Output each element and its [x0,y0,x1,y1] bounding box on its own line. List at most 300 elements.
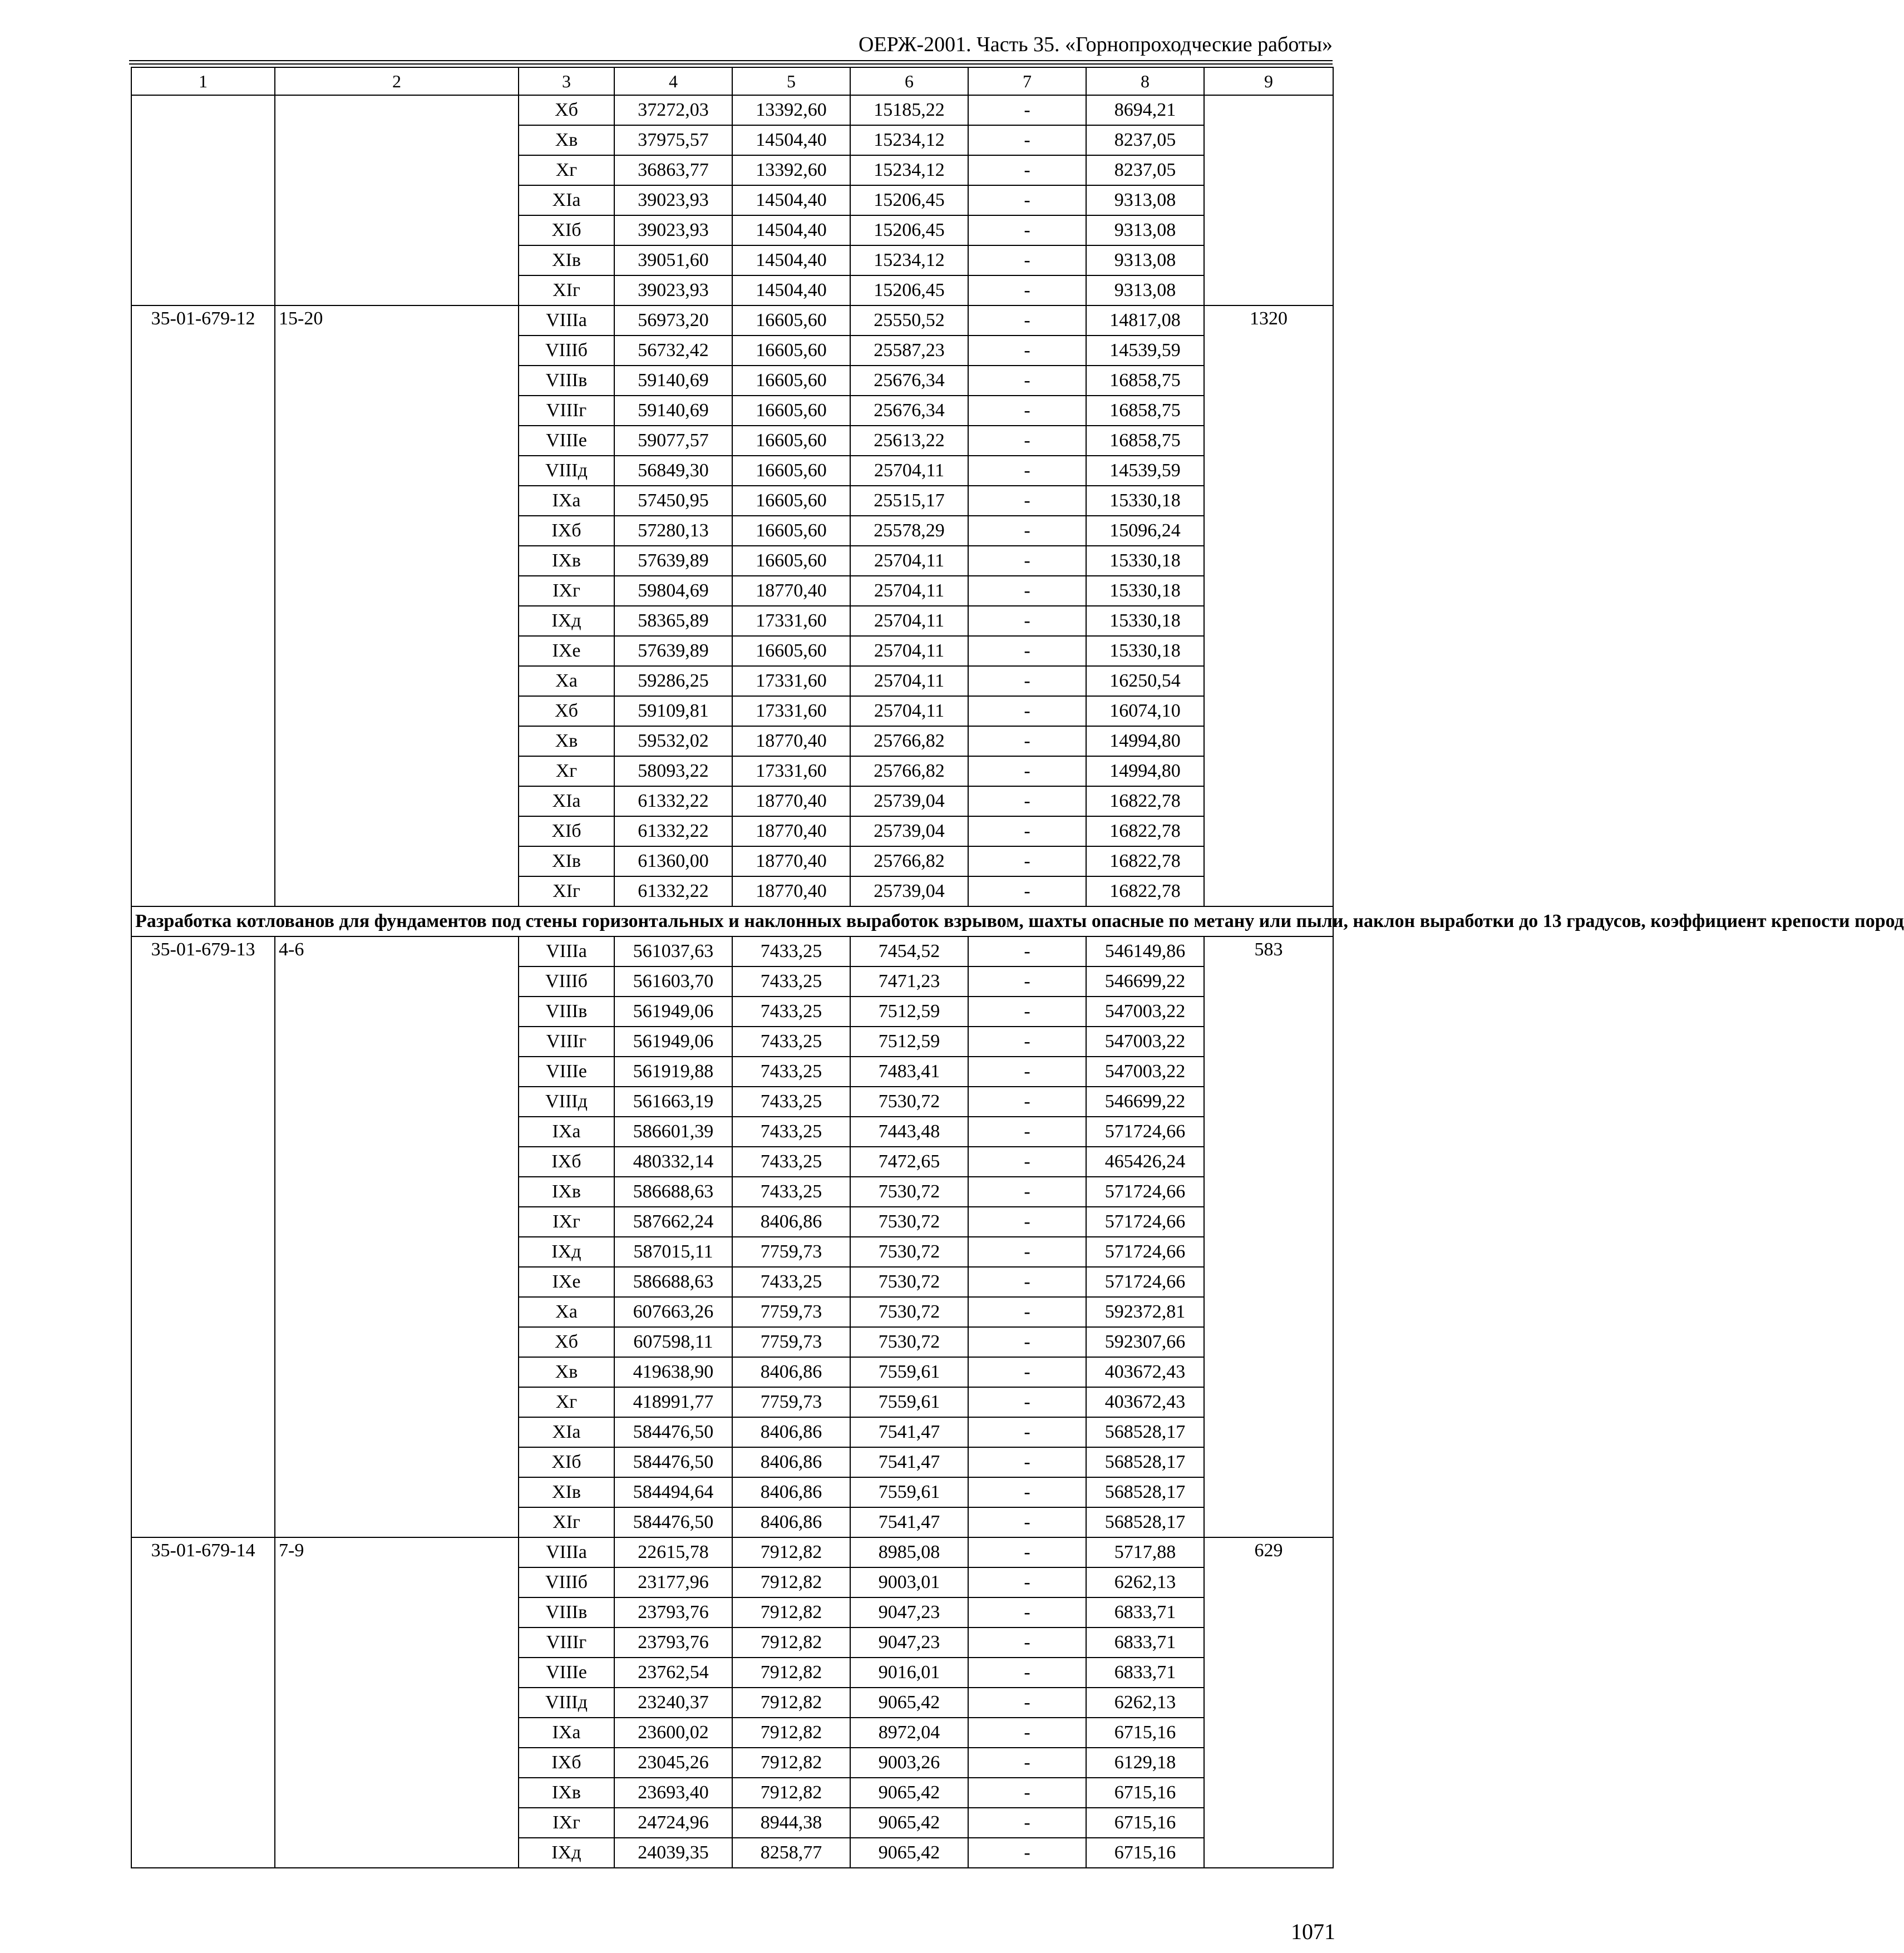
value-cell: 9313,08 [1086,185,1204,215]
value-cell: - [968,1658,1086,1688]
value-cell: 56849,30 [614,456,732,486]
value-cell: 59804,69 [614,576,732,606]
value-cell: 57280,13 [614,516,732,546]
value-cell: 25515,17 [850,486,968,516]
zone-cell: IXа [519,486,614,516]
value-cell: 546699,22 [1086,966,1204,997]
zone-cell: Xв [519,726,614,756]
value-cell: - [968,1537,1086,1567]
column-number-cell: 6 [850,67,968,95]
rock-category-cell [275,95,519,305]
value-cell: 7541,47 [850,1417,968,1447]
value-cell: 25704,11 [850,576,968,606]
column-number-row [131,67,1333,95]
rate-code-cell: 35-01-679-14 [131,1537,275,1868]
value-cell: - [968,1808,1086,1838]
value-cell: 587662,24 [614,1207,732,1237]
rates-table [131,67,1904,1868]
value-cell: - [968,275,1086,305]
value-cell: 584476,50 [614,1417,732,1447]
value-cell: - [968,1327,1086,1357]
value-cell: 5717,88 [1086,1537,1204,1567]
value-cell: 561037,63 [614,936,732,966]
value-cell: 15096,24 [1086,516,1204,546]
value-cell: 59286,25 [614,666,732,696]
rock-category-cell: 4-6 [275,936,519,1537]
value-cell: 7483,41 [850,1057,968,1087]
value-cell: 403672,43 [1086,1387,1204,1417]
zone-cell: XIб [519,816,614,846]
value-cell: - [968,1778,1086,1808]
value-cell: 13392,60 [732,95,850,125]
value-cell: 25704,11 [850,696,968,726]
value-cell: - [968,125,1086,155]
value-cell: 16858,75 [1086,396,1204,426]
zone-cell: XIа [519,786,614,816]
value-cell: 7471,23 [850,966,968,997]
value-cell: 568528,17 [1086,1477,1204,1507]
value-cell: 57450,95 [614,486,732,516]
zone-cell: Xв [519,125,614,155]
value-cell: - [968,696,1086,726]
value-cell: - [968,426,1086,456]
value-cell: 7759,73 [732,1297,850,1327]
value-cell: - [968,1117,1086,1147]
value-cell: 9065,42 [850,1778,968,1808]
value-cell: 59140,69 [614,366,732,396]
value-cell: - [968,1567,1086,1597]
value-cell: 23177,96 [614,1567,732,1597]
section-heading: Разработка котлованов для фундаментов под стены горизонтальных и наклонных выработок взрывом, шахты опасные по метану или пыли, наклон выработки до 13 градусов, коэффициент крепости пород [131,906,1333,936]
value-cell: 18770,40 [732,576,850,606]
zone-cell: VIIIд [519,1087,614,1117]
value-cell: 14994,80 [1086,756,1204,786]
value-cell: 57639,89 [614,546,732,576]
value-cell: 25766,82 [850,756,968,786]
value-cell: 8406,86 [732,1417,850,1447]
zone-cell: VIIIб [519,966,614,997]
zone-cell: VIIIд [519,456,614,486]
value-cell: 419638,90 [614,1357,732,1387]
value-cell: 561663,19 [614,1087,732,1117]
value-cell: 14504,40 [732,125,850,155]
value-cell: 7433,25 [732,966,850,997]
value-cell: 59532,02 [614,726,732,756]
zone-cell: XIг [519,275,614,305]
value-cell: 7530,72 [850,1207,968,1237]
value-cell: 25739,04 [850,816,968,846]
value-cell: 25766,82 [850,846,968,876]
zone-cell: Xг [519,1387,614,1417]
zone-cell: Xа [519,666,614,696]
value-cell: - [968,1417,1086,1447]
value-cell: 58365,89 [614,606,732,636]
value-cell: - [968,95,1086,125]
value-cell: 9313,08 [1086,215,1204,245]
value-cell: 8406,86 [732,1477,850,1507]
rock-category-cell: 7-9 [275,1537,519,1868]
value-cell: 16074,10 [1086,696,1204,726]
value-cell: 7559,61 [850,1477,968,1507]
value-cell: 7912,82 [732,1567,850,1597]
value-cell: 561919,88 [614,1057,732,1087]
value-cell: 7433,25 [732,1117,850,1147]
value-cell: 25766,82 [850,726,968,756]
value-cell: 25739,04 [850,786,968,816]
value-cell: - [968,1177,1086,1207]
value-cell: - [968,185,1086,215]
value-cell: - [968,1207,1086,1237]
value-cell: 8985,08 [850,1537,968,1567]
column-number-cell: 3 [519,67,614,95]
value-cell: 7443,48 [850,1117,968,1147]
value-cell: 592372,81 [1086,1297,1204,1327]
value-cell: - [968,936,1086,966]
header-rule-second [129,63,1333,65]
column-number-cell: 1 [131,67,275,95]
value-cell: - [968,846,1086,876]
value-cell: 16250,54 [1086,666,1204,696]
zone-cell: XIв [519,1477,614,1507]
value-cell: 23762,54 [614,1658,732,1688]
value-cell: 8237,05 [1086,155,1204,185]
value-cell: - [968,305,1086,336]
value-cell: 6715,16 [1086,1838,1204,1868]
value-cell: 8972,04 [850,1718,968,1748]
value-cell: 7512,59 [850,1027,968,1057]
value-cell: 7912,82 [732,1688,850,1718]
value-cell: 25704,11 [850,456,968,486]
value-cell: 16605,60 [732,546,850,576]
rate-code-cell: 35-01-679-12 [131,305,275,906]
value-cell: 7559,61 [850,1357,968,1387]
value-cell: - [968,1027,1086,1057]
value-cell: - [968,786,1086,816]
value-cell: 25613,22 [850,426,968,456]
value-cell: 14817,08 [1086,305,1204,336]
value-cell: 587015,11 [614,1237,732,1267]
value-cell: 57639,89 [614,636,732,666]
value-cell: 9003,01 [850,1567,968,1597]
value-cell: 61332,22 [614,786,732,816]
labor-cost-cell: 629 [1204,1537,1333,1868]
value-cell: 9065,42 [850,1688,968,1718]
value-cell: 18770,40 [732,846,850,876]
value-cell: - [968,576,1086,606]
value-cell: 8406,86 [732,1207,850,1237]
value-cell: 586601,39 [614,1117,732,1147]
value-cell: 8406,86 [732,1357,850,1387]
value-cell: 16858,75 [1086,366,1204,396]
value-cell: 568528,17 [1086,1417,1204,1447]
value-cell: 547003,22 [1086,1057,1204,1087]
value-cell: - [968,1297,1086,1327]
value-cell: 39051,60 [614,245,732,275]
value-cell: 7530,72 [850,1177,968,1207]
value-cell: 571724,66 [1086,1117,1204,1147]
zone-cell: IXе [519,1267,614,1297]
value-cell: 6262,13 [1086,1567,1204,1597]
labor-cost-cell: 1320 [1204,305,1333,906]
value-cell: 56732,42 [614,336,732,366]
value-cell: 7912,82 [732,1597,850,1628]
value-cell: - [968,396,1086,426]
value-cell: 418991,77 [614,1387,732,1417]
value-cell: - [968,245,1086,275]
zone-cell: XIв [519,846,614,876]
zone-cell: IXб [519,1147,614,1177]
value-cell: 25704,11 [850,546,968,576]
value-cell: - [968,516,1086,546]
value-cell: 6262,13 [1086,1688,1204,1718]
value-cell: 7541,47 [850,1447,968,1477]
header-rule [129,60,1333,61]
value-cell: - [968,726,1086,756]
value-cell: 17331,60 [732,606,850,636]
zone-cell: VIIIг [519,1628,614,1658]
zone-cell: XIг [519,1507,614,1537]
rate-code-cell: 35-01-679-13 [131,936,275,1537]
value-cell: 7759,73 [732,1387,850,1417]
value-cell: 39023,93 [614,275,732,305]
value-cell: 17331,60 [732,696,850,726]
value-cell: - [968,1147,1086,1177]
value-cell: - [968,1237,1086,1267]
zone-cell: IXг [519,576,614,606]
value-cell: 568528,17 [1086,1507,1204,1537]
value-cell: 39023,93 [614,215,732,245]
zone-cell: IXв [519,546,614,576]
value-cell: - [968,997,1086,1027]
value-cell: 7512,59 [850,997,968,1027]
value-cell: 7454,52 [850,936,968,966]
value-cell: 9313,08 [1086,245,1204,275]
value-cell: 571724,66 [1086,1177,1204,1207]
value-cell: 6715,16 [1086,1808,1204,1838]
value-cell: - [968,1628,1086,1658]
value-cell: 16605,60 [732,456,850,486]
column-number-cell: 4 [614,67,732,95]
zone-cell: IXа [519,1117,614,1147]
value-cell: 7530,72 [850,1267,968,1297]
value-cell: 6833,71 [1086,1628,1204,1658]
value-cell: 25578,29 [850,516,968,546]
value-cell: 561949,06 [614,1027,732,1057]
value-cell: - [968,876,1086,906]
value-cell: 571724,66 [1086,1207,1204,1237]
value-cell: 14504,40 [732,275,850,305]
value-cell: 14504,40 [732,215,850,245]
column-number-cell: 5 [732,67,850,95]
zone-cell: IXг [519,1207,614,1237]
value-cell: - [968,636,1086,666]
value-cell: 9047,23 [850,1628,968,1658]
value-cell: - [968,666,1086,696]
value-cell: 25739,04 [850,876,968,906]
value-cell: - [968,1357,1086,1387]
zone-cell: IXб [519,516,614,546]
value-cell: 18770,40 [732,816,850,846]
value-cell: 13392,60 [732,155,850,185]
value-cell: 17331,60 [732,666,850,696]
table-row [131,305,1333,336]
value-cell: 16605,60 [732,366,850,396]
value-cell: 16822,78 [1086,816,1204,846]
value-cell: - [968,606,1086,636]
zone-cell: IXв [519,1177,614,1207]
value-cell: 17331,60 [732,756,850,786]
value-cell: 480332,14 [614,1147,732,1177]
value-cell: 547003,22 [1086,1027,1204,1057]
zone-cell: XIг [519,876,614,906]
zone-cell: VIIIв [519,997,614,1027]
value-cell: 8694,21 [1086,95,1204,125]
value-cell: 15330,18 [1086,606,1204,636]
value-cell: 592307,66 [1086,1327,1204,1357]
value-cell: 6833,71 [1086,1658,1204,1688]
zone-cell: VIIIа [519,936,614,966]
value-cell: 9313,08 [1086,275,1204,305]
value-cell: - [968,1838,1086,1868]
value-cell: 16605,60 [732,336,850,366]
value-cell: 23600,02 [614,1718,732,1748]
value-cell: 39023,93 [614,185,732,215]
value-cell: - [968,366,1086,396]
value-cell: - [968,155,1086,185]
zone-cell: VIIIа [519,1537,614,1567]
value-cell: 16605,60 [732,426,850,456]
value-cell: 8944,38 [732,1808,850,1838]
value-cell: 61332,22 [614,876,732,906]
value-cell: 7433,25 [732,997,850,1027]
table-row [131,1537,1333,1567]
value-cell: 547003,22 [1086,997,1204,1027]
value-cell: 7912,82 [732,1718,850,1748]
value-cell: 7530,72 [850,1327,968,1357]
value-cell: 7433,25 [732,1087,850,1117]
value-cell: 9065,42 [850,1808,968,1838]
value-cell: 37272,03 [614,95,732,125]
value-cell: 56973,20 [614,305,732,336]
value-cell: 36863,77 [614,155,732,185]
value-cell: 584476,50 [614,1507,732,1537]
value-cell: 61360,00 [614,846,732,876]
value-cell: 7433,25 [732,1267,850,1297]
value-cell: 25704,11 [850,636,968,666]
value-cell: 14994,80 [1086,726,1204,756]
zone-cell: XIв [519,245,614,275]
zone-cell: IXд [519,606,614,636]
value-cell: - [968,1057,1086,1087]
value-cell: 37975,57 [614,125,732,155]
value-cell: 23793,76 [614,1597,732,1628]
value-cell: 14539,59 [1086,456,1204,486]
zone-cell: VIIIб [519,1567,614,1597]
zone-cell: XIа [519,185,614,215]
zone-cell: Xа [519,1297,614,1327]
value-cell: 584476,50 [614,1447,732,1477]
value-cell: 15206,45 [850,185,968,215]
value-cell: - [968,456,1086,486]
value-cell: 23240,37 [614,1688,732,1718]
value-cell: 6129,18 [1086,1748,1204,1778]
zone-cell: VIIIе [519,1057,614,1087]
value-cell: 8237,05 [1086,125,1204,155]
column-number-cell: 8 [1086,67,1204,95]
value-cell: 8258,77 [732,1838,850,1868]
labor-cost-cell [1204,95,1333,305]
value-cell: 16822,78 [1086,786,1204,816]
value-cell: 561603,70 [614,966,732,997]
value-cell: 6715,16 [1086,1778,1204,1808]
zone-cell: IXе [519,636,614,666]
value-cell: 568528,17 [1086,1447,1204,1477]
value-cell: 7912,82 [732,1658,850,1688]
value-cell: 16605,60 [732,396,850,426]
value-cell: 465426,24 [1086,1147,1204,1177]
value-cell: 24724,96 [614,1808,732,1838]
zone-cell: Xг [519,155,614,185]
value-cell: - [968,816,1086,846]
value-cell: 7759,73 [732,1327,850,1357]
value-cell: 22615,78 [614,1537,732,1567]
zone-cell: Xб [519,696,614,726]
value-cell: 18770,40 [732,876,850,906]
value-cell: 15234,12 [850,155,968,185]
value-cell: 25676,34 [850,366,968,396]
value-cell: 546699,22 [1086,1087,1204,1117]
value-cell: 7433,25 [732,1057,850,1087]
value-cell: - [968,1718,1086,1748]
value-cell: 59077,57 [614,426,732,456]
zone-cell: VIIIе [519,426,614,456]
value-cell: - [968,1748,1086,1778]
value-cell: 16605,60 [732,636,850,666]
value-cell: 7912,82 [732,1748,850,1778]
value-cell: 15234,12 [850,245,968,275]
value-cell: 7530,72 [850,1297,968,1327]
value-cell: 7541,47 [850,1507,968,1537]
value-cell: 586688,63 [614,1177,732,1207]
value-cell: - [968,546,1086,576]
value-cell: 25704,11 [850,666,968,696]
value-cell: 15330,18 [1086,486,1204,516]
zone-cell: IXд [519,1838,614,1868]
value-cell: 15206,45 [850,215,968,245]
zone-cell: IXб [519,1748,614,1778]
value-cell: 16605,60 [732,516,850,546]
value-cell: 18770,40 [732,726,850,756]
zone-cell: Xг [519,756,614,786]
value-cell: 25704,11 [850,606,968,636]
zone-cell: Xб [519,1327,614,1357]
zone-cell: Xб [519,95,614,125]
value-cell: 24039,35 [614,1838,732,1868]
rate-code-cell [131,95,275,305]
value-cell: 7472,65 [850,1147,968,1177]
table-row [131,936,1333,966]
value-cell: 9003,26 [850,1748,968,1778]
zone-cell: VIIIг [519,396,614,426]
value-cell: 571724,66 [1086,1267,1204,1297]
zone-cell: XIа [519,1417,614,1447]
zone-cell: VIIIв [519,1597,614,1628]
value-cell: 16822,78 [1086,876,1204,906]
zone-cell: VIIIб [519,336,614,366]
labor-cost-cell: 583 [1204,936,1333,1537]
column-number-cell: 9 [1204,67,1333,95]
value-cell: 15330,18 [1086,546,1204,576]
